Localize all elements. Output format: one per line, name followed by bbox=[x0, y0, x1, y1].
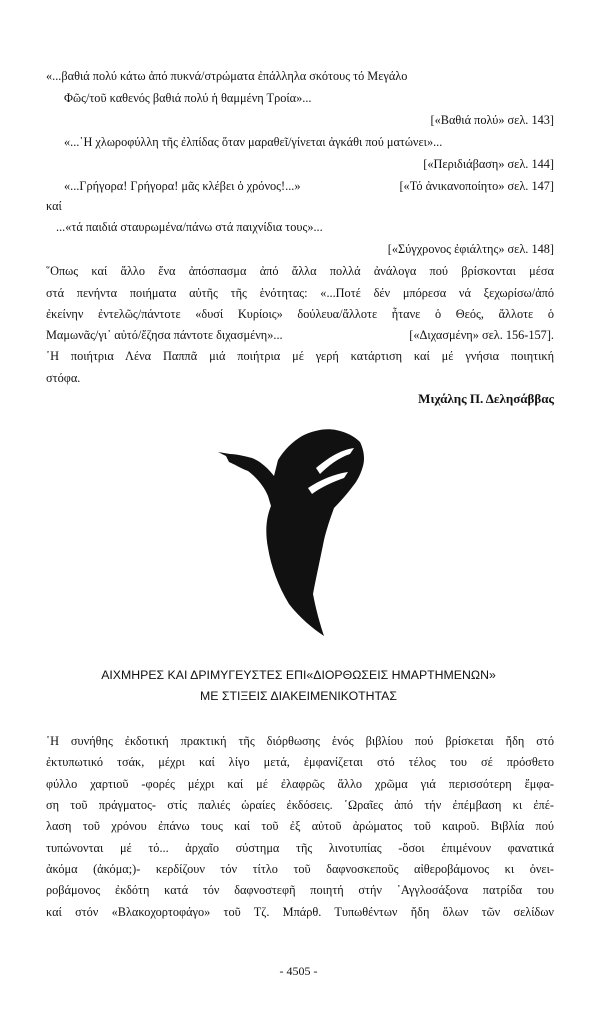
connector-word: καί bbox=[46, 199, 62, 213]
closing-line-3: ἐκείνην ἐντελῶς/πάντοτε «δυσί Κυρίοις» δούλευα/ἄλλοτε ἦτανε ὁ Θεός, ἄλλοτε ὁ bbox=[46, 307, 554, 321]
quote-4-reference: [«Σύγχρονος ἐφιάλτης» σελ. 148] bbox=[387, 242, 554, 256]
closing-line-4 bbox=[46, 327, 554, 343]
closing-line-2: στά πενήντα ποιήματα αὐτῆς τῆς ἑνότητας: «...Ποτέ δέν μπόρεσα νά ξεχωρίσω/ἀπό bbox=[46, 286, 554, 300]
quote-1-line-2: Φῶς/τοῦ καθενός βαθιά πολύ ἡ θαμμένη Τροία»... bbox=[64, 91, 312, 105]
closing-line-1: ῞Οπως καί ἄλλο ἕνα ἀπόσπασμα ἀπό ἄλλα πολλά ἀνάλογα πού βρίσκονται μέσα bbox=[46, 264, 554, 278]
article-body-line: ἀκόμα (ἀκόμα;)- κερδίζουν τόν τίτλο τοῦ δαφνοσκεποῦς αἰθεροβάμονος κι ὀνει- bbox=[46, 862, 554, 876]
article-body-line: ῾Η συνήθης ἐκδοτική πρακτική τῆς διόρθωσης ἑνός βιβλίου πού βρίσκεται ἤδη στό bbox=[46, 734, 554, 748]
closing-line-6: στόφα. bbox=[46, 371, 81, 385]
article-body-line: τυπώνονται μέ τό... ἀρχαῖο σύστημα τῆς λινοτυπίας -ὅσοι ἐπιμένουν φανατικά bbox=[46, 841, 554, 855]
article-body-line: λαση τοῦ χρόνου ἐπάνω τους καί τοῦ ἐξ αὐτοῦ ἀρώματος τοῦ καιροῦ. Βιβλία πού bbox=[46, 819, 554, 833]
article-body-line: καί στόν «Βλακοχορτοφάγο» τοῦ Τζ. Μπάρθ. Τυπωθέντων ἤδη ὅλων τῶν σελίδων bbox=[46, 905, 554, 919]
quote-3-reference: [«Τό ἀνικανοποίητο» σελ. 147] bbox=[399, 179, 554, 193]
quote-2-line: «...῾Η χλωροφύλλη τῆς ἐλπίδας ὅταν μαραθεῖ/γίνεται ἀγκάθι πού ματώνει»... bbox=[64, 135, 443, 149]
closing-line-4-reference: [«Διχασμένη» σελ. 156-157]. bbox=[409, 328, 554, 342]
page-number: - 4505 - bbox=[279, 964, 318, 978]
quote-2-reference: [«Περιδιάβαση» σελ. 144] bbox=[423, 157, 554, 171]
bird-body bbox=[218, 429, 364, 636]
article-body-line: ἐκτυπωτικό τσάκ, μέχρι καί λίγο μετά, ἐμφανίζεται στό τέλος του σέ πρόσθετο bbox=[46, 755, 554, 769]
bird-silhouette-icon bbox=[216, 428, 366, 638]
quote-1-line-1: «...βαθιά πολύ κάτω ἀπό πυκνά/στρώματα ἐπάλληλα σκότους τό Μεγάλο bbox=[46, 69, 408, 83]
closing-line-4-text: Μαμωνᾶς/γι᾽ αὐτό/ἔζησα πάντοτε διχασμένη»... bbox=[46, 328, 283, 342]
closing-line-5: ῾Η ποιήτρια Λένα Παππᾶ μιά ποιήτρια μέ γερή κατάρτιση καί μέ γνήσια ποιητική bbox=[46, 349, 554, 363]
quote-3-row bbox=[64, 178, 554, 194]
author-signature: Μιχάλης Π. Δελησάββας bbox=[418, 391, 554, 406]
quote-3-line: «...Γρήγορα! Γρήγορα! μᾶς κλέβει ὁ χρόνος!...» bbox=[64, 179, 301, 193]
article-body-line: ση τοῦ πράγματος- στίς παλιές ὡραίες ἐκδόσεις. ῾Ωραῖες ἀπό τήν ἐπέμβαση κι ἐπέ- bbox=[46, 798, 554, 812]
quote-4-line: ...«τά παιδιά σταυρωμένα/πάνω στά παιχνίδια τους»... bbox=[56, 220, 323, 234]
article-title-line-1: ΑΙΧΜΗΡΕΣ ΚΑΙ ΔΡΙΜΥΓΕΥΣΤΕΣ ΕΠΙ«ΔΙΟΡΘΩΣΕΙΣ ΗΜΑΡΤΗΜΕΝΩΝ» bbox=[101, 668, 496, 682]
quote-1-reference: [«Βαθιά πολύ» σελ. 143] bbox=[430, 113, 554, 127]
article-body-line: ροβάμονος ἐκδότη κατά τόν δαφνοστεφῆ ποιητή στήν ᾿Αγγλοσάξονα πατρίδα του bbox=[46, 883, 554, 897]
article-body-line: φύλλο χαρτιοῦ -φορές μέχρι καί μέ ἐλαφρῶς ἄλλο χρῶμα γιά περισσότερη ἔμφα- bbox=[46, 777, 554, 791]
article-title-line-2: ΜΕ ΣΤΙΞΕΙΣ ΔΙΑΚΕΙΜΕΝΙΚΟΤΗΤΑΣ bbox=[200, 689, 397, 703]
